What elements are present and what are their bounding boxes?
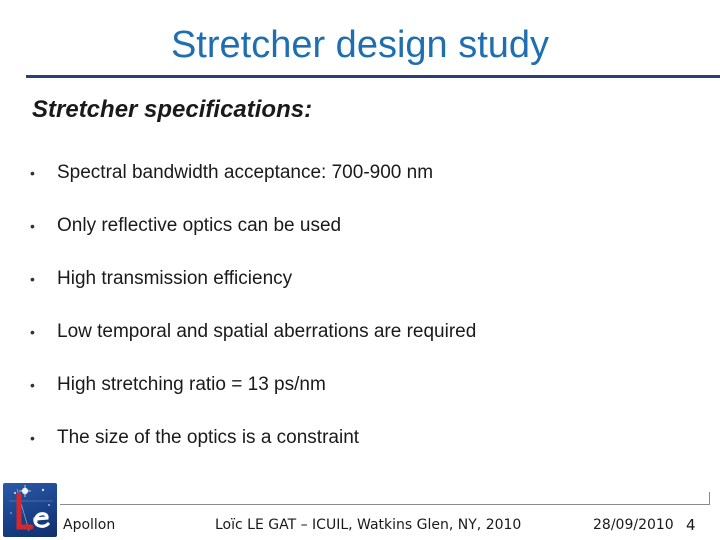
logo-graphic [3,483,57,537]
list-item [30,372,476,425]
list-item [30,425,476,478]
footer-organization: Apollon [63,517,116,533]
bullet-text: High stretching ratio = 13 ps/nm [57,374,326,395]
bullet-icon: • [30,324,35,340]
bullet-text: High transmission efficiency [57,268,293,289]
footer-divider-end [709,492,710,505]
footer-divider [60,504,710,505]
laser-logo-icon [3,483,57,537]
list-item [30,213,476,266]
bullet-icon: • [30,377,35,393]
footer-date: 28/09/2010 [593,517,674,533]
bullet-text: Spectral bandwidth acceptance: 700-900 nm [57,162,434,183]
title-divider [26,75,720,78]
bullet-text: The size of the optics is a constraint [57,427,360,448]
bullet-icon: • [30,165,35,181]
list-item [30,319,476,372]
list-item [30,266,476,319]
footer-author-event: Loïc LE GAT – ICUIL, Watkins Glen, NY, 2010 [215,517,522,533]
bullet-icon: • [30,271,35,287]
list-item [30,160,476,213]
slide-title: Stretcher design study [170,24,550,66]
bullet-list [30,160,476,478]
bullet-icon: • [30,430,35,446]
bullet-text: Only reflective optics can be used [57,215,342,236]
slide-subtitle: Stretcher specifications: [32,96,313,123]
bullet-icon: • [30,218,35,234]
page-number: 4 [686,516,696,534]
bullet-text: Low temporal and spatial aberrations are required [57,321,477,342]
